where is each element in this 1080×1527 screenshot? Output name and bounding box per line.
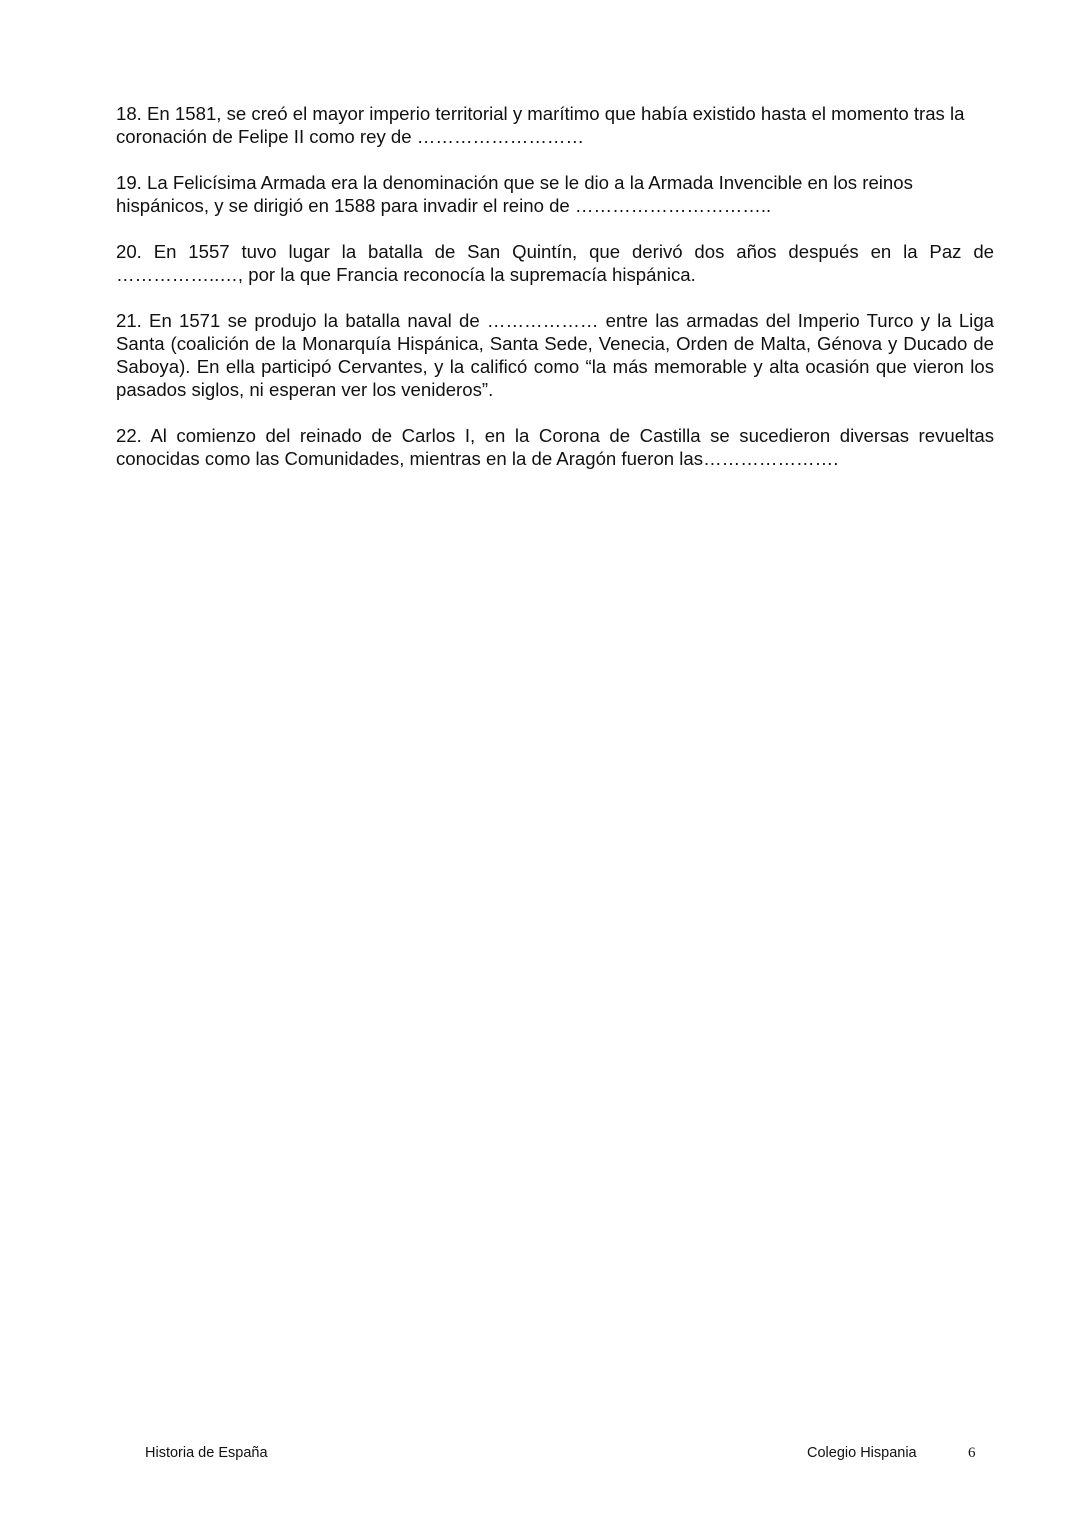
question-22: 22. Al comienzo del reinado de Carlos I, en la Corona de Castilla se sucedieron diversas revueltas conocidas como las Comunidades, mientras en la de Aragón fueron las…………………. xyxy=(116,425,994,469)
page-footer xyxy=(0,1445,1080,1465)
page-number: 6 xyxy=(968,1445,976,1461)
question-21: 21. En 1571 se produjo la batalla naval de ……………… entre las armadas del Imperio Turco y la Liga Santa (coalición de la Monarquía Hispánica, Santa Sede, Venecia, Orden de Malta, Génova y Ducado de Saboya). En ella participó Cervantes, y la calificó como “la más memorable y alta ocasión que vieron los pasados siglos, ni esperan ver los venideros”. xyxy=(116,310,994,400)
question-list xyxy=(116,102,994,493)
footer-school: Colegio Hispania xyxy=(807,1445,917,1461)
question-20: 20. En 1557 tuvo lugar la batalla de San Quintín, que derivó dos años después en la Paz de ……………..…, por la que Francia reconocía la supremacía hispánica. xyxy=(116,241,994,285)
question-18: 18. En 1581, se creó el mayor imperio territorial y marítimo que había existido hasta el momento tras la coronación de Felipe II como rey de ……………………… xyxy=(116,103,965,147)
footer-subject: Historia de España xyxy=(145,1445,268,1461)
question-19: 19. La Felicísima Armada era la denominación que se le dio a la Armada Invencible en los reinos hispánicos, y se dirigió en 1588 para invadir el reino de ………………………….. xyxy=(116,172,913,216)
